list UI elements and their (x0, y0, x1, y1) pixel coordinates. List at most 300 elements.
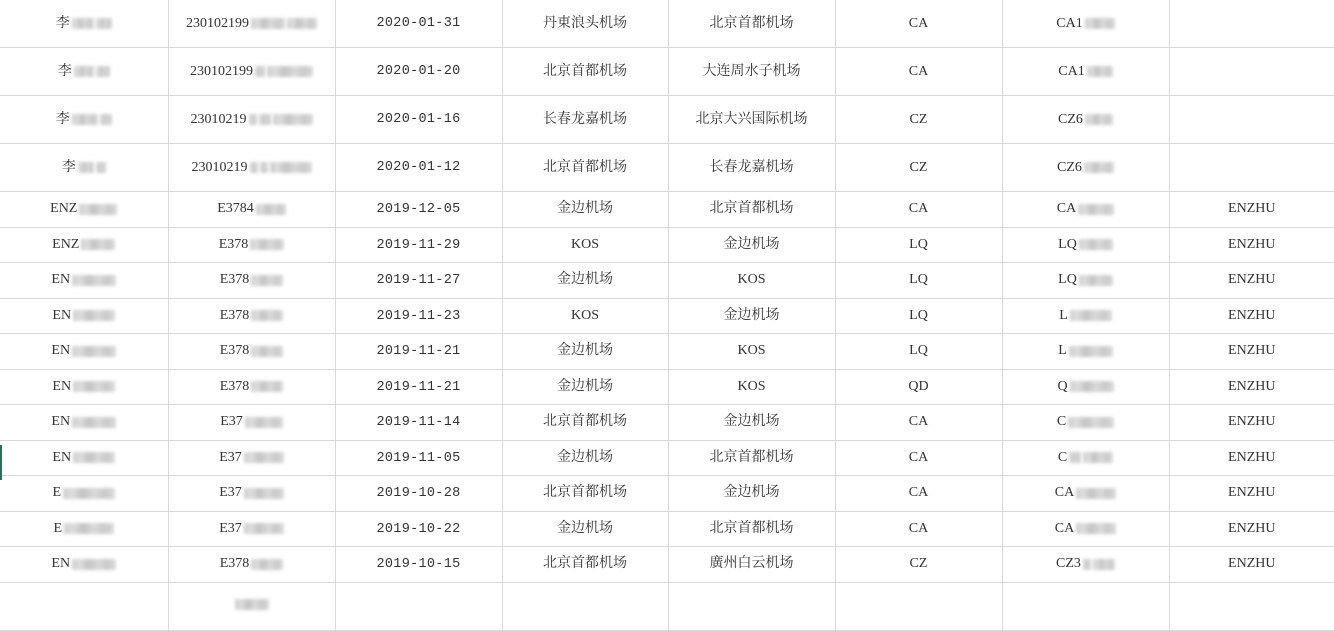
airline-code-cell-text: CZ (909, 556, 928, 572)
redacted-text (1076, 488, 1116, 499)
table-row[interactable] (0, 0, 1334, 48)
id-number-cell-text: E378 (219, 343, 250, 359)
flight-number-cell (1002, 144, 1169, 192)
departure-airport-cell (502, 334, 668, 370)
id-number-cell-content (217, 193, 286, 227)
flight-number-cell-text: Q (1057, 378, 1068, 394)
airline-code-cell (835, 227, 1002, 263)
departure-airport-cell-text: 金边机场 (557, 378, 613, 394)
departure-airport-cell-content (543, 7, 627, 41)
tag-cell-text: ENZHU (1228, 272, 1276, 288)
flight-date-cell-text: 2019-11-29 (376, 237, 461, 253)
redacted-text (73, 310, 115, 321)
departure-airport-cell (502, 144, 668, 192)
passenger-name-cell (0, 440, 168, 476)
flight-number-cell-text: CA (1054, 485, 1075, 501)
passenger-name-cell (0, 334, 168, 370)
redacted-text (1069, 452, 1081, 463)
redacted-text (1085, 114, 1113, 125)
row-selection-marker (0, 445, 2, 480)
departure-airport-cell-text: 北京首都机场 (543, 63, 627, 79)
redacted-text (235, 599, 269, 610)
tag-cell (1169, 405, 1334, 441)
passenger-name-cell-text: EN (52, 378, 72, 394)
departure-airport-cell-text: 金边机场 (557, 201, 613, 217)
arrival-airport-cell (668, 263, 835, 299)
passenger-name-cell-content (52, 477, 115, 511)
redacted-text (255, 66, 265, 77)
airline-code-cell (835, 144, 1002, 192)
tag-cell (1169, 263, 1334, 299)
id-number-cell-text: E37 (219, 520, 242, 536)
arrival-airport-cell-content (696, 103, 808, 137)
arrival-airport-cell-text: 北京首都机场 (709, 15, 794, 31)
arrival-airport-cell (668, 192, 835, 228)
arrival-airport-cell-text: 廣州白云机场 (709, 556, 794, 572)
redacted-text (1087, 66, 1113, 77)
passenger-name-cell (0, 227, 168, 263)
flight-number-cell-content (1057, 406, 1114, 440)
redacted-text (244, 452, 284, 463)
id-number-cell (168, 144, 335, 192)
passenger-name-cell-content (56, 7, 112, 41)
airline-code-cell (835, 440, 1002, 476)
flight-number-cell-text: L (1058, 343, 1067, 359)
redacted-text (256, 204, 286, 215)
airline-code-cell-content (909, 512, 928, 546)
id-number-cell-content (220, 406, 283, 440)
passenger-name-cell (0, 0, 168, 48)
passenger-name-cell-text: E (53, 520, 63, 536)
flight-number-cell-content (1058, 103, 1113, 137)
passenger-name-cell-text: EN (51, 414, 71, 430)
redacted-text (100, 114, 112, 125)
arrival-airport-cell-content (737, 264, 765, 298)
tag-cell-text: ENZHU (1228, 414, 1276, 430)
passenger-name-cell (0, 263, 168, 299)
departure-airport-cell-content (543, 151, 627, 185)
tag-cell-content (1228, 477, 1275, 511)
flight-number-cell-text: CA1 (1058, 63, 1085, 79)
tag-cell (1169, 369, 1334, 405)
tag-cell-text: ENZHU (1228, 201, 1276, 217)
id-number-cell-text: E3784 (217, 201, 254, 217)
departure-airport-cell-content (557, 512, 613, 546)
departure-airport-cell (502, 476, 668, 512)
table-row[interactable] (0, 369, 1334, 405)
tag-cell-content (1228, 299, 1275, 333)
redacted-text (251, 381, 283, 392)
tag-cell (1169, 582, 1334, 630)
flight-number-cell (1002, 582, 1169, 630)
passenger-name-cell (0, 582, 168, 630)
redacted-text (1070, 310, 1112, 321)
passenger-name-cell-text: ENZ (52, 236, 80, 252)
tag-cell-text: ENZHU (1228, 449, 1276, 465)
flight-date-cell (335, 405, 502, 441)
flight-number-cell-content (1057, 193, 1114, 227)
airline-code-cell-content (909, 7, 928, 41)
flight-number-cell (1002, 369, 1169, 405)
table-row[interactable] (0, 144, 1334, 192)
passenger-name-cell-content (51, 335, 116, 369)
passenger-name-cell (0, 144, 168, 192)
passenger-name-cell-text: 李 (55, 111, 70, 127)
flight-date-cell (335, 440, 502, 476)
tag-cell (1169, 476, 1334, 512)
id-number-cell-text: E37 (220, 414, 243, 430)
flight-number-cell-text: CZ6 (1058, 111, 1083, 127)
arrival-airport-cell-text: 金边机场 (723, 414, 780, 430)
arrival-airport-cell-content (703, 55, 801, 89)
departure-airport-cell (502, 511, 668, 547)
flight-number-cell-text: CA1 (1056, 15, 1083, 31)
redacted-text (259, 114, 271, 125)
flight-number-cell-content (1056, 548, 1115, 582)
passenger-name-cell-text: E (52, 485, 62, 501)
table-row[interactable] (0, 298, 1334, 334)
flight-date-cell-content (376, 406, 460, 440)
table-row[interactable] (0, 48, 1334, 96)
id-number-cell-content (190, 55, 313, 89)
redacted-text (245, 417, 283, 428)
tag-cell-content (1228, 512, 1275, 546)
flight-date-cell (335, 96, 502, 144)
redacted-text (249, 114, 257, 125)
passenger-name-cell (0, 96, 168, 144)
airline-code-cell-content (909, 299, 928, 333)
flight-number-cell (1002, 298, 1169, 334)
flight-date-cell (335, 369, 502, 405)
flight-number-cell-content (1059, 299, 1112, 333)
flight-date-cell-text: 2020-01-16 (376, 112, 461, 128)
arrival-airport-cell-content (710, 193, 794, 227)
id-number-cell (168, 511, 335, 547)
id-number-cell (168, 440, 335, 476)
flight-date-cell (335, 0, 502, 48)
arrival-airport-cell (668, 476, 835, 512)
flight-number-cell (1002, 476, 1169, 512)
departure-airport-cell-content (543, 55, 627, 89)
passenger-name-cell-content (51, 548, 116, 582)
flight-number-cell-text: C (1056, 414, 1067, 430)
departure-airport-cell-content (557, 441, 613, 475)
arrival-airport-cell-text: KOS (737, 272, 766, 288)
passenger-name-cell-content (56, 103, 112, 137)
flight-date-cell-text: 2020-01-20 (376, 64, 461, 80)
flight-number-cell-content (1056, 7, 1114, 41)
departure-airport-cell-content (557, 264, 613, 298)
arrival-airport-cell-text: 金边机场 (723, 307, 780, 323)
passenger-name-cell-content (53, 512, 114, 546)
airline-code-cell (835, 511, 1002, 547)
table-row[interactable] (0, 263, 1334, 299)
flight-number-cell (1002, 96, 1169, 144)
tag-cell-text: ENZHU (1228, 556, 1276, 572)
redacted-text (251, 310, 283, 321)
arrival-airport-cell-text: 金边机场 (723, 485, 780, 501)
passenger-name-cell-text: EN (52, 307, 72, 323)
airline-code-cell-content (909, 441, 928, 475)
flight-number-cell (1002, 0, 1169, 48)
id-number-cell-text: E37 (219, 449, 242, 465)
redacted-text (64, 523, 114, 534)
id-number-cell-text: E378 (219, 272, 250, 288)
flight-number-cell (1002, 263, 1169, 299)
id-number-cell-content (191, 103, 313, 137)
departure-airport-cell-content (543, 406, 627, 440)
flight-date-cell-content (376, 193, 460, 227)
flight-number-cell-text: CZ3 (1056, 556, 1081, 572)
airline-code-cell-text: CA (908, 414, 929, 430)
flight-number-cell (1002, 227, 1169, 263)
airline-code-cell-content (910, 103, 928, 137)
id-number-cell-text: E378 (219, 378, 250, 394)
departure-airport-cell-content (543, 548, 627, 582)
airline-code-cell (835, 298, 1002, 334)
flight-number-cell-content (1055, 477, 1116, 511)
passenger-name-cell (0, 511, 168, 547)
flight-date-cell (335, 476, 502, 512)
airline-code-cell-content (909, 55, 928, 89)
flight-date-cell-text: 2020-01-31 (376, 16, 461, 32)
passenger-name-cell (0, 48, 168, 96)
flight-number-cell-text: CA (1054, 520, 1075, 536)
tag-cell-content (1228, 548, 1275, 582)
redacted-text (1084, 162, 1114, 173)
flight-number-cell-content (1057, 370, 1113, 404)
departure-airport-cell-text: 金边机场 (557, 343, 613, 359)
airline-code-cell-text: CA (908, 485, 929, 501)
arrival-airport-cell-text: 北京大兴国际机场 (695, 111, 808, 127)
table-row[interactable] (0, 192, 1334, 228)
airline-code-cell-content (909, 406, 928, 440)
redacted-text (251, 559, 283, 570)
airline-code-cell-content (909, 477, 928, 511)
id-number-cell-content (220, 335, 284, 369)
flight-number-cell-content (1058, 228, 1113, 262)
flight-date-cell-content (376, 513, 460, 547)
flight-number-cell-content (1057, 151, 1114, 185)
table-row[interactable] (0, 96, 1334, 144)
arrival-airport-cell (668, 440, 835, 476)
redacted-text (74, 66, 94, 77)
flight-date-cell (335, 582, 502, 630)
flight-date-cell-content (376, 264, 460, 298)
airline-code-cell-text: CA (908, 520, 929, 536)
arrival-airport-cell-text: 北京首都机场 (709, 520, 794, 536)
airline-code-cell (835, 369, 1002, 405)
arrival-airport-cell (668, 511, 835, 547)
flight-number-cell-text: C (1057, 449, 1068, 465)
passenger-name-cell-content (58, 55, 110, 89)
flight-number-cell-content (1058, 335, 1113, 369)
departure-airport-cell-text: 丹東浪头机场 (543, 15, 627, 31)
redacted-text (1078, 204, 1114, 215)
table-row[interactable] (0, 511, 1334, 547)
passenger-name-cell (0, 547, 168, 583)
flight-date-cell-text: 2019-11-14 (376, 415, 461, 430)
redacted-text (1079, 275, 1113, 286)
airline-code-cell-text: CZ (909, 111, 928, 127)
airline-code-cell-content (909, 228, 928, 262)
id-number-cell-text: 230102199 (190, 63, 253, 79)
departure-airport-cell (502, 298, 668, 334)
airline-code-cell-text: CA (908, 201, 929, 217)
departure-airport-cell-text: 长春龙嘉机场 (543, 111, 627, 127)
arrival-airport-cell-content (724, 299, 780, 333)
airline-code-cell-text: CA (908, 15, 929, 31)
tag-cell (1169, 334, 1334, 370)
id-number-cell (168, 547, 335, 583)
flight-date-cell-content (376, 300, 460, 334)
departure-airport-cell-content (543, 103, 627, 137)
arrival-airport-cell (668, 227, 835, 263)
flight-date-cell (335, 334, 502, 370)
id-number-cell-text: 23010219 (191, 159, 248, 175)
passenger-name-cell-text: EN (51, 556, 71, 572)
passenger-name-cell-text: 李 (61, 159, 76, 175)
arrival-airport-cell-text: 北京首都机场 (709, 449, 794, 465)
arrival-airport-cell (668, 96, 835, 144)
flight-date-cell-text: 2019-10-15 (376, 557, 461, 572)
passenger-name-cell-text: 李 (55, 15, 70, 31)
id-number-cell-text: 23010219 (190, 111, 247, 127)
flight-number-cell-text: L (1059, 307, 1068, 323)
tag-cell (1169, 144, 1334, 192)
id-number-cell (168, 263, 335, 299)
table-row[interactable] (0, 476, 1334, 512)
redacted-text (81, 239, 115, 250)
passenger-name-cell-content (62, 151, 106, 185)
tag-cell (1169, 511, 1334, 547)
departure-airport-cell-content (571, 299, 599, 333)
arrival-airport-cell (668, 334, 835, 370)
airline-code-cell (835, 96, 1002, 144)
arrival-airport-cell (668, 298, 835, 334)
id-number-cell-text: E378 (219, 307, 250, 323)
table-row[interactable] (0, 582, 1334, 630)
flight-date-cell-content (376, 151, 460, 185)
tag-cell (1169, 227, 1334, 263)
redacted-text (287, 18, 317, 29)
airline-code-cell-text: LQ (909, 236, 928, 252)
airline-code-cell (835, 547, 1002, 583)
flight-date-cell-content (376, 442, 460, 476)
redacted-text (1068, 417, 1114, 428)
passenger-name-cell-text: ENZ (50, 201, 78, 217)
departure-airport-cell (502, 405, 668, 441)
flight-date-cell-text: 2019-11-21 (376, 344, 461, 359)
arrival-airport-cell-content (710, 151, 794, 185)
airline-code-cell-text: CA (908, 449, 929, 465)
departure-airport-cell-text: 金边机场 (557, 272, 613, 288)
table-row[interactable] (0, 547, 1334, 583)
arrival-airport-cell-content (737, 370, 765, 404)
id-number-cell (168, 476, 335, 512)
airline-code-cell-content (910, 548, 928, 582)
tag-cell-content (1228, 406, 1275, 440)
departure-airport-cell (502, 96, 668, 144)
id-number-cell-content (219, 512, 284, 546)
redacted-text (1085, 18, 1115, 29)
id-number-cell-content (219, 228, 285, 262)
arrival-airport-cell (668, 144, 835, 192)
id-number-cell (168, 0, 335, 48)
flight-number-cell-content (1058, 441, 1113, 475)
redacted-text (260, 162, 268, 173)
airline-code-cell (835, 192, 1002, 228)
tag-cell-content (1228, 370, 1275, 404)
flight-date-cell-content (376, 7, 460, 41)
redacted-text (273, 114, 313, 125)
redacted-text (96, 162, 106, 173)
airline-code-cell (835, 48, 1002, 96)
flight-number-cell (1002, 405, 1169, 441)
flight-number-cell (1002, 334, 1169, 370)
flight-number-cell (1002, 547, 1169, 583)
redacted-text (72, 417, 116, 428)
id-number-cell-text: E378 (218, 236, 249, 252)
redacted-text (1069, 346, 1113, 357)
id-number-cell (168, 227, 335, 263)
arrival-airport-cell-content (724, 228, 780, 262)
redacted-text (72, 346, 116, 357)
airline-code-cell-text: LQ (909, 307, 928, 323)
redacted-text (1083, 559, 1091, 570)
flight-date-cell-text: 2019-12-05 (376, 202, 461, 217)
departure-airport-cell (502, 192, 668, 228)
flight-date-cell-content (376, 103, 460, 137)
arrival-airport-cell-content (724, 477, 780, 511)
redacted-text (251, 346, 283, 357)
flight-number-cell (1002, 48, 1169, 96)
table-row[interactable] (0, 334, 1334, 370)
passenger-name-cell-text: EN (51, 272, 71, 288)
passenger-name-cell-content (52, 441, 115, 475)
flight-date-cell-text: 2019-11-23 (376, 308, 461, 324)
flight-number-cell (1002, 511, 1169, 547)
tag-cell-text: ENZHU (1228, 343, 1276, 359)
tag-cell (1169, 440, 1334, 476)
id-number-cell-content (220, 548, 284, 582)
passenger-name-cell-content (52, 370, 115, 404)
arrival-airport-cell (668, 369, 835, 405)
redacted-text (72, 18, 94, 29)
flight-date-cell-text: 2019-10-28 (376, 486, 461, 501)
airline-code-cell (835, 405, 1002, 441)
redacted-text (250, 239, 284, 250)
redacted-text (73, 381, 115, 392)
departure-airport-cell (502, 263, 668, 299)
passenger-name-cell-content (51, 264, 116, 298)
flight-number-cell-text: CZ6 (1057, 159, 1082, 175)
tag-cell-text: ENZHU (1228, 236, 1276, 252)
passenger-name-cell (0, 476, 168, 512)
table-row[interactable] (0, 405, 1334, 441)
redacted-text (96, 66, 110, 77)
table-row[interactable] (0, 227, 1334, 263)
airline-code-cell-text: LQ (909, 343, 928, 359)
flight-date-cell (335, 144, 502, 192)
redacted-text (244, 523, 284, 534)
tag-cell-content (1228, 228, 1275, 262)
flight-date-cell (335, 511, 502, 547)
table-row[interactable] (0, 440, 1334, 476)
id-number-cell (168, 192, 335, 228)
id-number-cell (168, 369, 335, 405)
arrival-airport-cell (668, 405, 835, 441)
